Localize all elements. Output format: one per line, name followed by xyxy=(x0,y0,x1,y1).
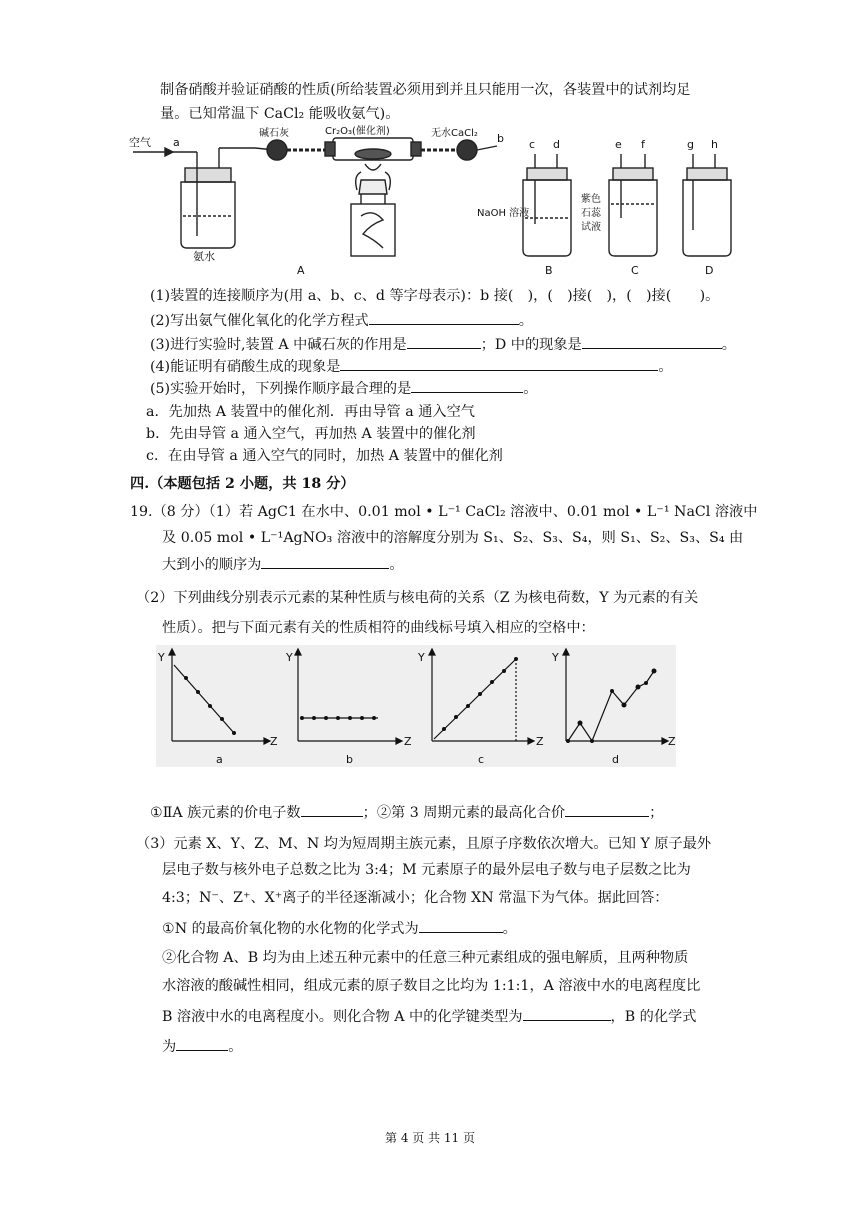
answer-blank[interactable] xyxy=(419,918,503,933)
q19-p3-line3: 4:3；N⁻、Z⁺、X⁺离子的半径逐渐减小；化合物 XN 常温下为气体。据此回答： xyxy=(162,890,669,906)
axis-z-label: Z xyxy=(404,735,412,748)
q19-p1-line3: 大到小的顺序为 。 xyxy=(162,554,404,575)
label-litmus-1: 紫色 xyxy=(581,194,601,205)
label-litmus-3: 试液 xyxy=(581,222,601,233)
port-a: a xyxy=(173,136,180,149)
q18-5: (5)实验开始时，下列操作顺序最合理的是 。 xyxy=(150,378,538,399)
answer-blank[interactable] xyxy=(407,334,481,349)
label-A: A xyxy=(297,264,305,277)
label-cacl2: 无水CaCl₂ xyxy=(431,128,478,139)
q19-p3-q2-line2: 水溶液的酸碱性相同，组成元素的原子数目之比均为 1:1:1，A 溶液中水的电离程度比 xyxy=(162,978,701,994)
answer-blank[interactable] xyxy=(582,334,722,349)
label-D: D xyxy=(705,264,714,277)
option-b: b．先由导管 a 通入空气，再加热 A 装置中的催化剂 xyxy=(146,426,476,442)
port-c: c xyxy=(529,138,536,151)
q18-4: (4)能证明有硝酸生成的现象是 。 xyxy=(150,356,673,377)
label-C: C xyxy=(631,264,639,277)
label-ammonia: 氨水 xyxy=(193,250,215,263)
label-catalyst: Cr₂O₃(催化剂) xyxy=(325,126,390,137)
q19-p3-q2-line4: 为 。 xyxy=(162,1036,242,1057)
q19-p3-q2-line3: B 溶液中水的电离程度小。则化合物 A 中的化学键类型为 ，B 的化学式 xyxy=(162,1006,696,1027)
port-g: g xyxy=(687,138,694,151)
port-d: d xyxy=(553,138,560,151)
axis-z-label: Z xyxy=(270,735,278,748)
answer-blank[interactable] xyxy=(301,802,363,817)
graph-label-c: c xyxy=(478,753,485,766)
label-B: B xyxy=(545,264,553,277)
q19-p2-line2: 性质）。把与下面元素有关的性质相符的曲线标号填入相应的空格中： xyxy=(162,620,595,636)
axis-y-label: Y xyxy=(158,651,165,664)
label-soda-lime: 碱石灰 xyxy=(259,128,289,139)
axis-y-label: Y xyxy=(418,651,425,664)
q18-1: (1)装置的连接顺序为(用 a、b、c、d 等字母表示)：b 接( )，( )接( )，( )接( )。 xyxy=(150,288,720,304)
answer-blank[interactable] xyxy=(340,356,658,371)
axis-y-label: Y xyxy=(552,651,559,664)
q19-p3-line1: （3）元素 X、Y、Z、M、N 均为短周期主族元素，且原子序数依次增大。已知 Y 原子最外 xyxy=(136,836,712,852)
intro-line-2: 量。已知常温下 CaCl₂ 能吸收氨气)。 xyxy=(160,106,400,122)
port-e: e xyxy=(615,138,622,151)
graph-label-d: d xyxy=(612,753,619,766)
page-footer: 第 4 页 共 11 页 xyxy=(385,1131,475,1145)
q19-p3-q1: ①N 的最高价氧化物的水化物的化学式为 。 xyxy=(162,918,517,939)
option-a: a．先加热 A 装置中的催化剂．再由导管 a 通入空气 xyxy=(146,404,475,420)
q19-p2-line1: （2）下列曲线分别表示元素的某种性质与核电荷的关系（Z 为核电荷数，Y 为元素的有关 xyxy=(136,590,699,606)
q19-p1-line2: 及 0.05 mol • L⁻¹AgNO₃ 溶液中的溶解度分别为 S₁、S₂、S₃、S₄，则 S₁、S₂、S₃、S₄ 由 xyxy=(162,530,744,546)
intro-line-1: 制备硝酸并验证硝酸的性质(所给装置必须用到并且只能用一次，各装置中的试剂均足 xyxy=(160,82,691,98)
answer-blank[interactable] xyxy=(523,1006,611,1021)
port-h: h xyxy=(711,138,718,151)
axis-z-label: Z xyxy=(668,735,676,748)
section-heading: 四.（本题包括 2 小题，共 18 分） xyxy=(130,476,355,492)
port-f: f xyxy=(641,138,645,151)
property-graphs xyxy=(156,645,676,767)
axis-z-label: Z xyxy=(536,735,544,748)
q18-2: (2)写出氨气催化氧化的化学方程式 。 xyxy=(150,310,533,331)
label-litmus-2: 石蕊 xyxy=(581,208,601,219)
graph-label-b: b xyxy=(346,753,353,766)
q19-p3-q2-line1: ②化合物 A、B 均为由上述五种元素中的任意三种元素组成的强电解质，且两种物质 xyxy=(162,950,689,966)
axis-y-label: Y xyxy=(286,651,293,664)
q19-p2-fill: ①ⅡA 族元素的价电子数 ；②第 3 周期元素的最高化合价 ； xyxy=(150,802,663,823)
answer-blank[interactable] xyxy=(411,378,523,393)
graph-label-a: a xyxy=(216,753,223,766)
answer-blank[interactable] xyxy=(176,1036,228,1051)
answer-blank[interactable] xyxy=(369,310,519,325)
apparatus-diagram xyxy=(125,124,745,280)
port-b: b xyxy=(497,132,504,145)
q19-p1-line1: 19.（8 分）（1）若 AgC1 在水中、0.01 mol • L⁻¹ CaCl₂ 溶液中、0.01 mol • L⁻¹ NaCl 溶液中 xyxy=(130,504,758,520)
answer-blank[interactable] xyxy=(565,802,649,817)
answer-blank[interactable] xyxy=(261,554,389,569)
option-c: c．在由导管 a 通入空气的同时，加热 A 装置中的催化剂 xyxy=(146,448,503,464)
label-naoh: NaOH 溶液 xyxy=(477,208,530,219)
q18-3: (3)进行实验时,装置 A 中碱石灰的作用是 ；D 中的现象是 。 xyxy=(150,334,736,355)
label-air: 空气 xyxy=(129,136,151,149)
q19-p3-line2: 层电子数与核外电子总数之比为 3:4；M 元素原子的最外层电子数与电子层数之比为 xyxy=(162,862,691,878)
